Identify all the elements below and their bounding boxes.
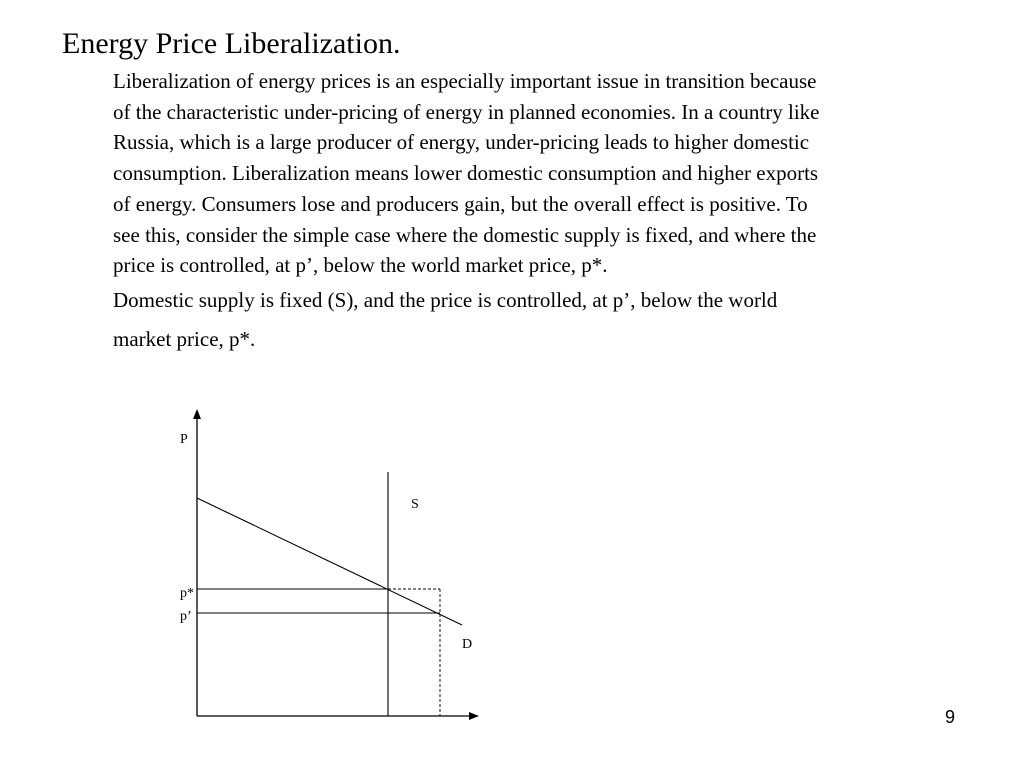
controlled-price-label: p’ [180, 609, 192, 624]
supply-paragraph: Domestic supply is fixed (S), and the price is controlled, at p’, below the world market price, p*. [113, 287, 778, 351]
slide-title: Energy Price Liberalization. [62, 27, 401, 60]
demand-line [197, 498, 462, 625]
x-axis-arrow [469, 712, 479, 720]
supply-label: S [411, 497, 419, 512]
y-axis-label: P [180, 432, 188, 447]
demand-label: D [462, 637, 473, 652]
world-price-label: p* [180, 586, 194, 601]
page-number: 9 [945, 707, 956, 727]
y-axis-arrow [193, 409, 201, 419]
intro-paragraph: Liberalization of energy prices is an especially important issue in transition because of the characteristic under-pricing of energy in planned economies. In a country like Russia, which is a large producer of energy, under-pricing leads to higher domestic consumption. Liberalization means lower domestic consumption and higher exports of energy. Consumers lose and producers gain, but the overall effect is positive. To see this, consider the simple case where the domestic supply is fixed, and where the price is controlled, at p’, below the world market price, p*. [113, 69, 820, 278]
